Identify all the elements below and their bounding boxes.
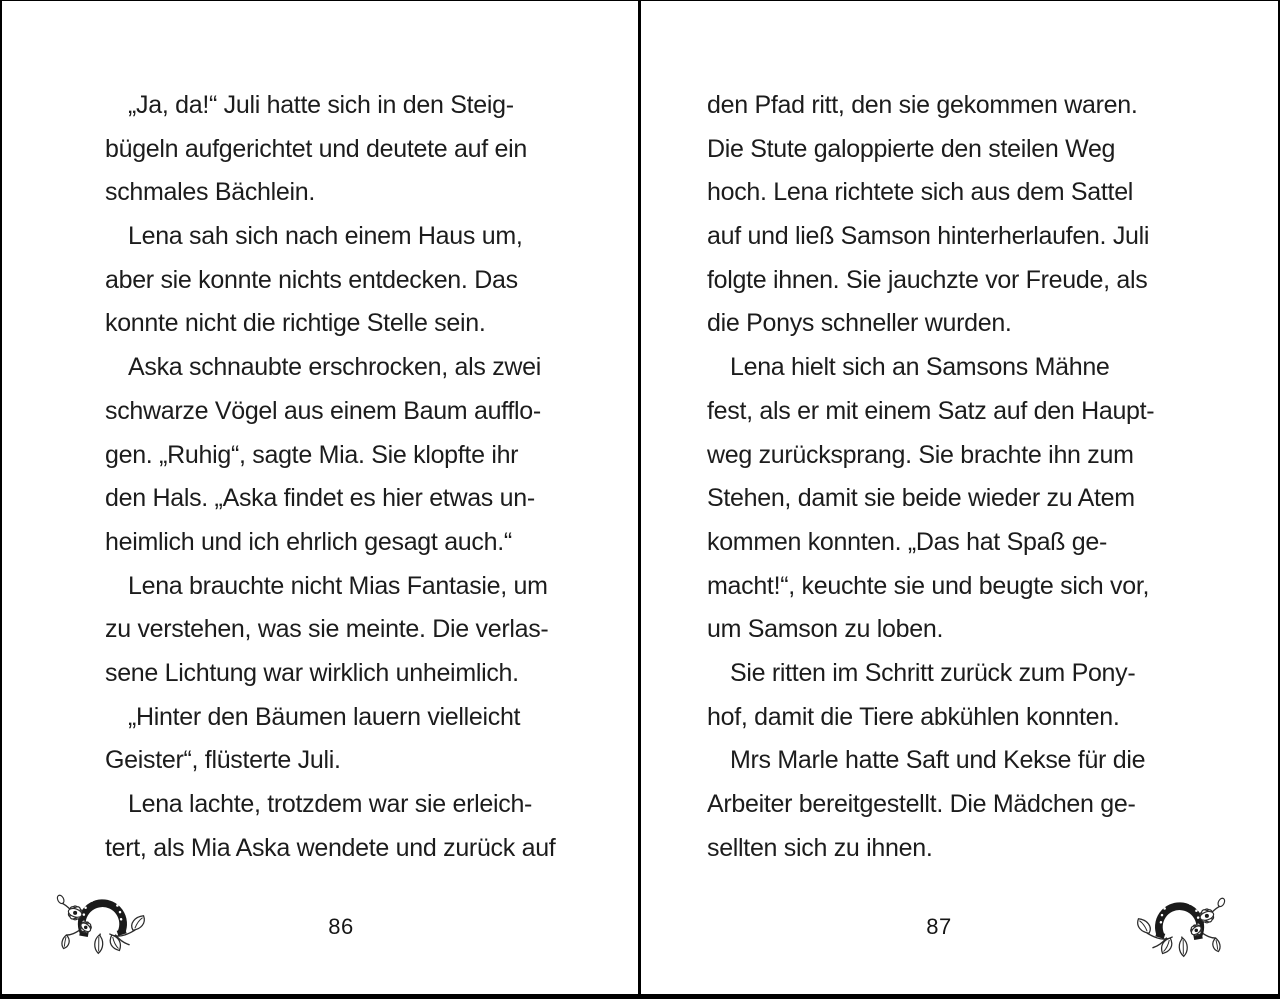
text-line: gen. „Ruhig“, sagte Mia. Sie klopfte ihr: [105, 440, 519, 469]
text-line: hof, damit die Tiere abkühlen konnten.: [707, 702, 1120, 731]
text-line: auf und ließ Samson hinterherlaufen. Juli: [707, 222, 1150, 251]
page-number-right: 87: [926, 914, 952, 939]
text-line: die Ponys schneller wurden.: [707, 309, 1012, 338]
text-line: weg zurücksprang. Sie brachte ihn zum: [707, 440, 1134, 469]
text-line: Lena brauchte nicht Mias Fantasie, um: [128, 571, 548, 600]
text-line: sene Lichtung war wirklich unheimlich.: [105, 658, 519, 687]
page-divider: [638, 1, 641, 994]
text-line: den Hals. „Aska findet es hier etwas un-: [105, 484, 535, 513]
text-line: bügeln aufgerichtet und deutete auf ein: [105, 134, 527, 163]
text-line: folgte ihnen. Sie jauchzte vor Freude, als: [707, 265, 1148, 294]
text-line: tert, als Mia Aska wendete und zurück auf: [105, 833, 556, 862]
text-line: den Pfad ritt, den sie gekommen waren.: [707, 91, 1138, 119]
text-line: zu verstehen, was sie meinte. Die verlas-: [105, 615, 549, 644]
text-line: sellten sich zu ihnen.: [707, 833, 933, 862]
text-line: Sie ritten im Schritt zurück zum Pony-: [730, 658, 1136, 687]
text-line: Stehen, damit sie beide wieder zu Atem: [707, 484, 1135, 513]
text-line: konnte nicht die richtige Stelle sein.: [105, 309, 486, 338]
text-line: macht!“, keuchte sie und beugte sich vor,: [707, 571, 1150, 600]
text-line: Mrs Marle hatte Saft und Kekse für die: [730, 746, 1146, 775]
text-line: um Samson zu loben.: [707, 615, 944, 644]
text-line: „Hinter den Bäumen lauern vielleicht: [128, 702, 521, 731]
text-line: Arbeiter bereitgestellt. Die Mädchen ge-: [707, 790, 1136, 818]
page-left-text: [105, 84, 577, 870]
page-right-text: [707, 84, 1171, 870]
text-line: „Ja, da!“ Juli hatte sich in den Steig-: [128, 91, 514, 119]
text-line: hoch. Lena richtete sich aus dem Sattel: [707, 178, 1134, 207]
text-line: heimlich und ich ehrlich gesagt auch.“: [105, 527, 512, 556]
text-line: fest, als er mit einem Satz auf den Haupt-: [707, 396, 1155, 425]
text-line: aber sie konnte nichts entdecken. Das: [105, 265, 518, 294]
text-line: Die Stute galoppierte den steilen Weg: [707, 134, 1116, 163]
text-line: Aska schnaubte erschrocken, als zwei: [128, 353, 542, 382]
text-line: schmales Bächlein.: [105, 178, 315, 207]
text-line: Lena lachte, trotzdem war sie erleich-: [128, 790, 533, 818]
text-line: schwarze Vögel aus einem Baum aufflo-: [105, 396, 541, 425]
text-line: Geister“, flüsterte Juli.: [105, 746, 341, 775]
text-line: kommen konnten. „Das hat Spaß ge-: [707, 527, 1108, 556]
text-line: Lena hielt sich an Samsons Mähne: [730, 353, 1110, 382]
page-number-left: 86: [328, 914, 354, 939]
text-line: Lena sah sich nach einem Haus um,: [128, 222, 523, 251]
